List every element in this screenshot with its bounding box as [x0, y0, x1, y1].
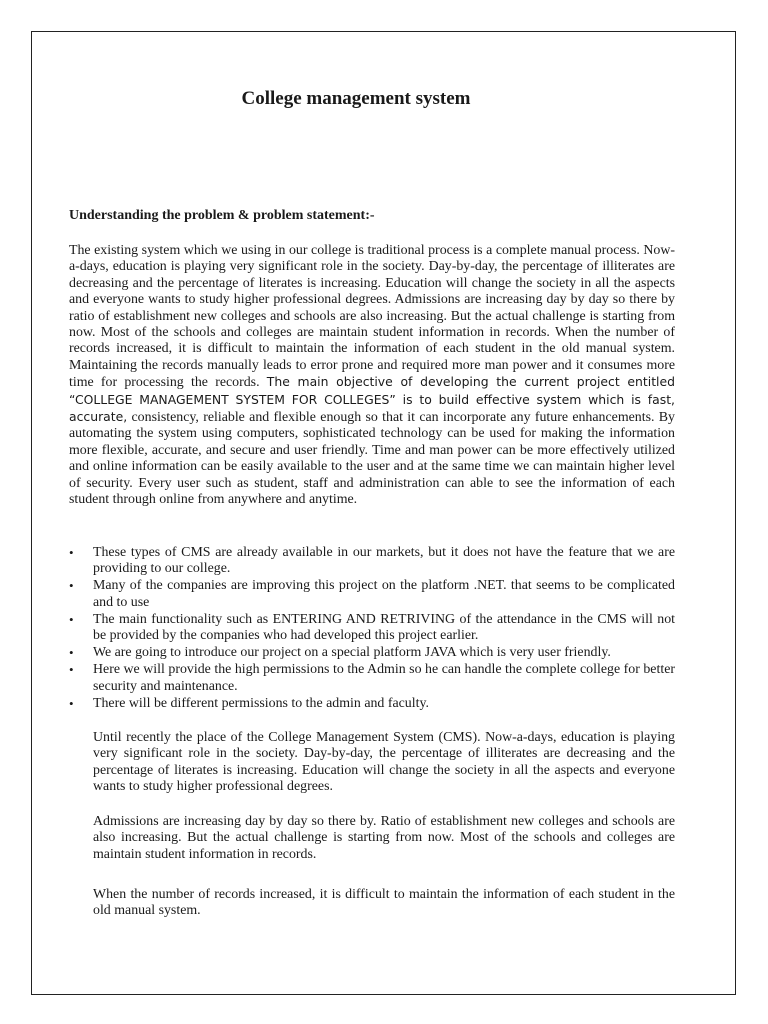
- bullet-text: These types of CMS are already available in our markets, but it does not have the feature that we are providing to our college.: [93, 545, 675, 577]
- list-item: [69, 545, 675, 578]
- list-item: [69, 578, 675, 611]
- bullet-icon: •: [69, 611, 74, 627]
- bullet-text: Many of the companies are improving this project on the platform .NET. that seems to be complicated and to use: [93, 578, 675, 610]
- list-item: [69, 662, 675, 695]
- bullet-text: The main functionality such as ENTERING AND RETRIVING of the attendance in the CMS will not be provided by the companies who had developed this project earlier.: [93, 611, 675, 644]
- list-item: [69, 696, 675, 712]
- bullet-icon: •: [69, 545, 74, 560]
- list-item: [69, 645, 675, 661]
- cms-history-paragraph: Until recently the place of the College Management System (CMS). Now-a-days, education is playing very significant role in the society. Day-by-day, the percentage of illiterates are decreasing and the percentage of literates is increasing. Education will change the society in all the aspects and everyone wants to study higher professional degrees.: [93, 730, 675, 795]
- bullet-text: Here we will provide the high permissions to the Admin so he can handle the complete college for better security and maintenance.: [93, 662, 675, 694]
- admissions-paragraph: Admissions are increasing day by day so there by. Ratio of establishment new colleges and schools are also increasing. But the actual challenge is starting from now. Most of the schools and colleges are maintain student information in records.: [93, 814, 675, 862]
- intro-text-part2: The main objective of developing the current project entitled “COLLEGE MANAGEMENT SYSTEM FOR COLLEGES” is to build effective system which is fast, accurate,: [69, 374, 675, 425]
- document-title: College management system: [241, 88, 471, 109]
- bullet-icon: •: [69, 662, 74, 678]
- list-item: [69, 612, 675, 645]
- records-paragraph: When the number of records increased, it is difficult to maintain the information of each student in the old manual system.: [93, 887, 675, 919]
- feature-bullet-list: [69, 545, 675, 713]
- intro-text-part3: consistency, reliable and flexible enough so that it can incorporate any future enhancements. By automating the system using computers, sophisticated technology can be used for making the information more flexible, accurate, and secure and user friendly. Time and man power can be more effectively utilized and online information can be easily available to the user and at the same time we can maintain higher level of security. Every user such as student, staff and administration can able to see the information of each student through online from anywhere and anytime.: [69, 410, 675, 508]
- bullet-text: We are going to introduce our project on a special platform JAVA which is very user friendly.: [93, 645, 611, 661]
- intro-text-part1: The existing system which we using in our college is traditional process is a complete manual process. Now-a-days, education is playing very significant role in the society. Day-by-day, the percentage of illiterates are decreasing and the percentage of literates is increasing. Education will change the society in all the aspects and everyone wants to study higher professional degrees. Admissions are increasing day by day so there by ratio of establishment new colleges and schools are also increasing. But the actual challenge is starting from now. Most of the schools and colleges are maintain student information in records. When the number of records increased, it is difficult to maintain the information of each student in the old manual system. Maintaining the records manually leads to error prone and required more man power and it consumes more time for processing the records.: [69, 243, 675, 391]
- bullet-icon: •: [69, 578, 74, 594]
- bullet-icon: •: [69, 695, 74, 711]
- section-heading: Understanding the problem & problem statement:-: [69, 208, 375, 223]
- bullet-icon: •: [69, 645, 74, 661]
- bullet-text: There will be different permissions to the admin and faculty.: [93, 695, 429, 711]
- intro-paragraph: [69, 243, 675, 509]
